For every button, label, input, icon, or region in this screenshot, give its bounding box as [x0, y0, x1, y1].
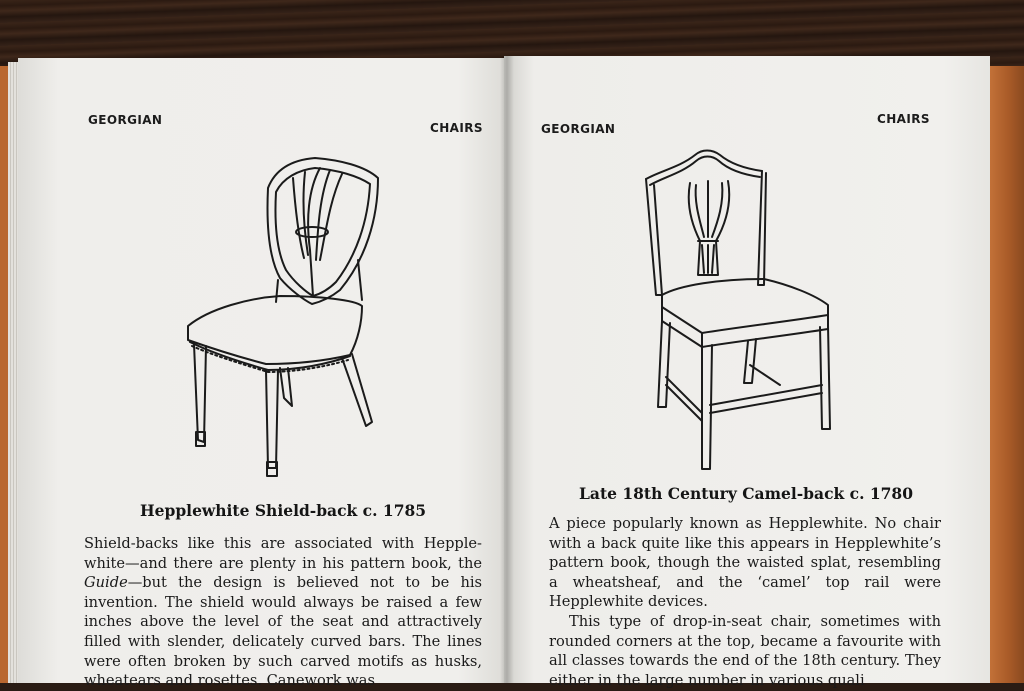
right-body-paragraph-2: This type of drop-in-seat chair, sometimes with rounded corners at the top, became a favourite with all classes towards the end of the 18th century. They either in the large number in various quali: [549, 612, 941, 689]
left-running-head-left: GEORGIAN: [88, 113, 163, 127]
left-body-part-1: Shield-backs like this are associated with Hepple-white—and there are plenty in his pattern book, the: [84, 535, 482, 572]
left-body-part-3: —but the design is believed not to be his invention. The shield would always be raised a few inches above the level of the seat and attractively filled with slender, delicately curved bars. The lines were often broken by such carved motifs as husks, wheatears and rosettes. Canework was: [84, 574, 482, 690]
book-gutter-shadow: [500, 56, 514, 683]
right-body-paragraph-1: A piece popularly known as Hepplewhite. No chair with a back quite like this appears in Hepplewhite’s pattern book, though the waisted splat, resembling a wheatsheaf, and the ‘camel’ top rail were Hepplewhite devices.: [549, 515, 941, 611]
book-cover-edge: [985, 66, 1024, 683]
right-body-text: [549, 514, 941, 690]
left-running-head-right: CHAIRS: [430, 121, 483, 135]
right-caption: Late 18th Century Camel-back c. 1780: [579, 484, 914, 503]
left-body-italic-guide: Guide: [84, 574, 128, 592]
left-body-text: [84, 534, 482, 691]
shield-back-chair-drawing: [180, 150, 390, 490]
right-running-head-left: GEORGIAN: [541, 122, 616, 136]
left-caption: Hepplewhite Shield-back c. 1785: [140, 501, 427, 520]
right-running-head-right: CHAIRS: [877, 112, 930, 126]
camel-back-chair-drawing: [640, 145, 840, 475]
